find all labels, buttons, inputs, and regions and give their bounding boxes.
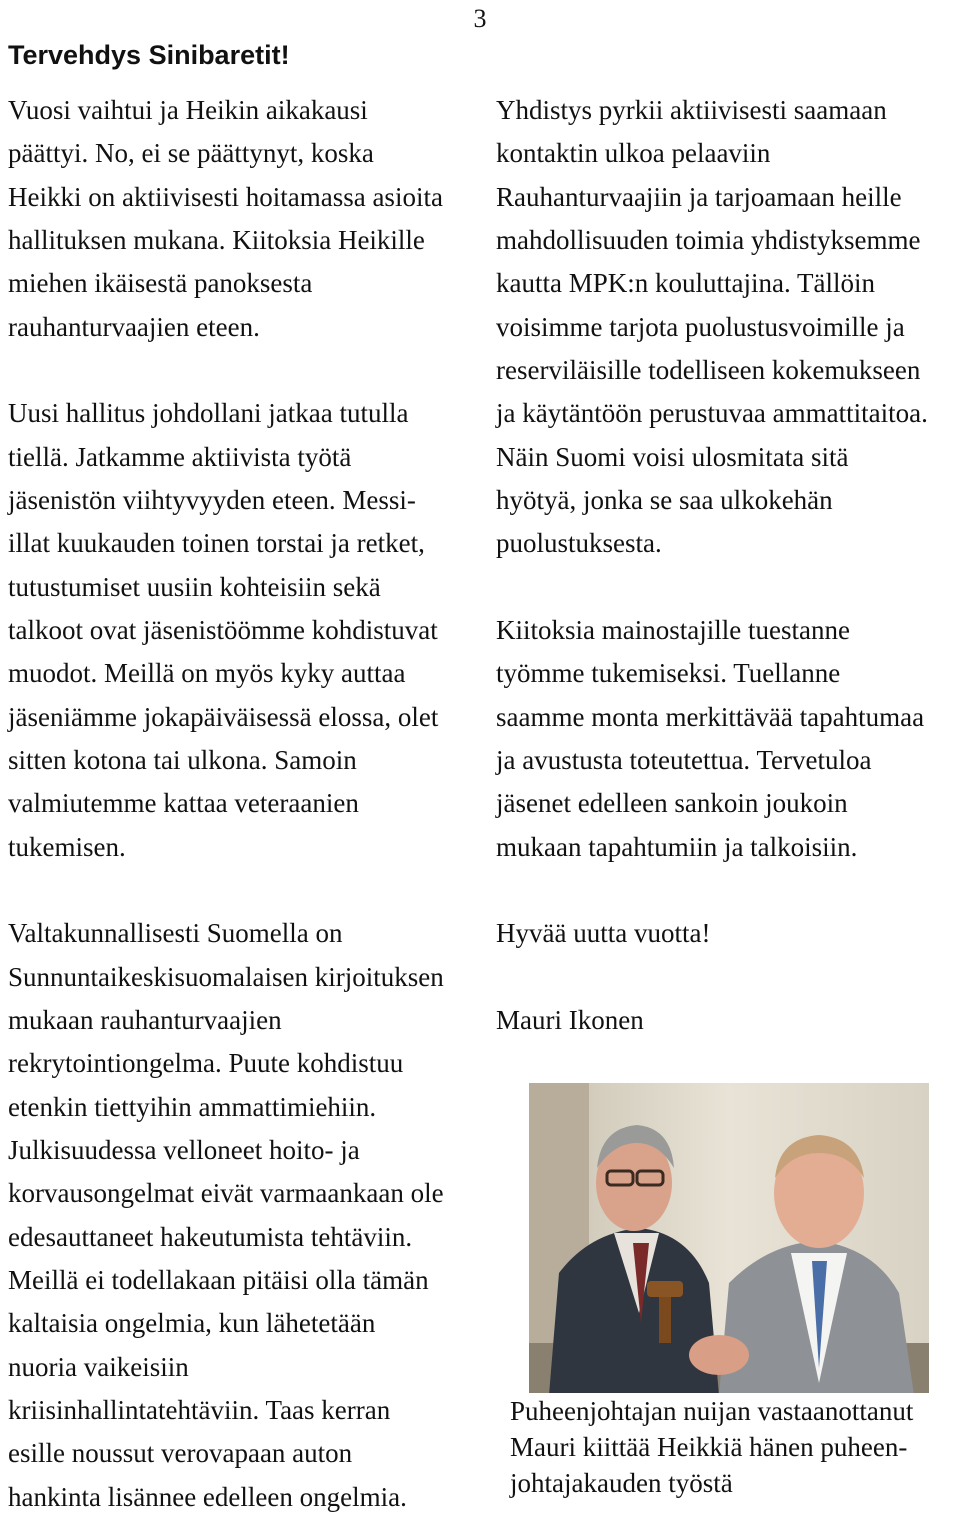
page-heading: Tervehdys Sinibaretit!	[8, 40, 290, 70]
text-line: muodot. Meillä on myös kyky auttaa	[8, 658, 406, 688]
text-line: työmme tukemiseksi. Tuellanne	[496, 658, 841, 688]
caption-line: Mauri kiittää Heikkiä hänen puheen-	[510, 1432, 908, 1462]
photo-caption	[508, 1393, 948, 1498]
text-line: nuoria vaikeisiin	[8, 1352, 189, 1382]
text-line: korvausongelmat eivät varmaankaan ole	[8, 1178, 444, 1208]
text-line: mahdollisuuden toimia yhdistyksemme	[496, 225, 921, 255]
signature: Mauri Ikonen	[496, 1005, 644, 1035]
text-line: esille noussut verovapaan auton	[8, 1438, 353, 1468]
text-line: kaltaisia ongelmia, kun lähetetään	[8, 1308, 376, 1338]
text-line: etenkin tiettyihin ammattimiehiin.	[8, 1092, 377, 1122]
caption-line: Puheenjohtajan nuijan vastaanottanut	[510, 1396, 914, 1426]
text-line: Uusi hallitus johdollani jatkaa tutulla	[8, 398, 409, 428]
page-number: 3	[473, 4, 487, 33]
text-line: jäseniämme jokapäiväisessä elossa, olet	[8, 702, 439, 732]
caption-line: johtajakauden työstä	[510, 1468, 733, 1498]
text-line: Meillä ei todellakaan pitäisi olla tämän	[8, 1265, 429, 1295]
text-line: Heikki on aktiivisesti hoitamassa asioita	[8, 182, 443, 212]
text-line: tukemisen.	[8, 832, 126, 862]
text-line: Rauhanturvaajiin ja tarjoamaan heille	[496, 182, 902, 212]
text-line: talkoot ovat jäsenistöömme kohdistuvat	[8, 615, 438, 645]
text-line: Valtakunnallisesti Suomella on	[8, 918, 343, 948]
text-line: kriisinhallintatehtäviin. Taas kerran	[8, 1395, 391, 1425]
text-line: hallituksen mukana. Kiitoksia Heikille	[8, 225, 425, 255]
text-line: kontaktin ulkoa pelaaviin	[496, 138, 771, 168]
text-line: reserviläisille todelliseen kokemukseen	[496, 355, 921, 385]
text-line: valmiutemme kattaa veteraanien	[8, 788, 359, 818]
text-line: jäsenistön viihtyvyyden eteen. Messi-	[8, 485, 416, 515]
photo-handshake	[529, 1083, 929, 1395]
text-line: hankinta lisännee edelleen ongelmia.	[8, 1482, 407, 1512]
text-line: rekrytointiongelma. Puute kohdistuu	[8, 1048, 404, 1078]
text-line: Vuosi vaihtui ja Heikin aikakausi	[8, 95, 368, 125]
text-line: Kiitoksia mainostajille tuestanne	[496, 615, 850, 645]
text-line: saamme monta merkittävää tapahtumaa	[496, 702, 925, 732]
text-line: Näin Suomi voisi ulosmitata sitä	[496, 442, 849, 472]
text-line: edesauttaneet hakeutumista tehtäviin.	[8, 1222, 413, 1252]
text-line: hyötyä, jonka se saa ulkokehän	[496, 485, 833, 515]
text-line: ja käytäntöön perustuvaa ammattitaitoa.	[496, 398, 928, 428]
text-line: Sunnuntaikeskisuomalaisen kirjoituksen	[8, 962, 444, 992]
text-line: kautta MPK:n kouluttajina. Tällöin	[496, 268, 875, 298]
text-line: mukaan tapahtumiin ja talkoisiin.	[496, 832, 858, 862]
text-line: tiellä. Jatkamme aktiivista työtä	[8, 442, 352, 472]
text-line: illat kuukauden toinen torstai ja retket,	[8, 528, 425, 558]
text-line: rauhanturvaajien eteen.	[8, 312, 260, 342]
text-line: Julkisuudessa velloneet hoito- ja	[8, 1135, 360, 1165]
greeting: Hyvää uutta vuotta!	[496, 918, 711, 948]
text-line: voisimme tarjota puolustusvoimille ja	[496, 312, 905, 342]
text-line: puolustuksesta.	[496, 528, 662, 558]
text-line: päättyi. No, ei se päättynyt, koska	[8, 138, 374, 168]
text-line: tutustumiset uusiin kohteisiin sekä	[8, 572, 381, 602]
text-line: sitten kotona tai ulkona. Samoin	[8, 745, 357, 775]
text-line: Yhdistys pyrkii aktiivisesti saamaan	[496, 95, 887, 125]
text-line: ja avustusta toteutettua. Tervetuloa	[496, 745, 872, 775]
text-line: mukaan rauhanturvaajien	[8, 1005, 282, 1035]
text-line: miehen ikäisestä panoksesta	[8, 268, 313, 298]
text-line: jäsenet edelleen sankoin joukoin	[496, 788, 848, 818]
